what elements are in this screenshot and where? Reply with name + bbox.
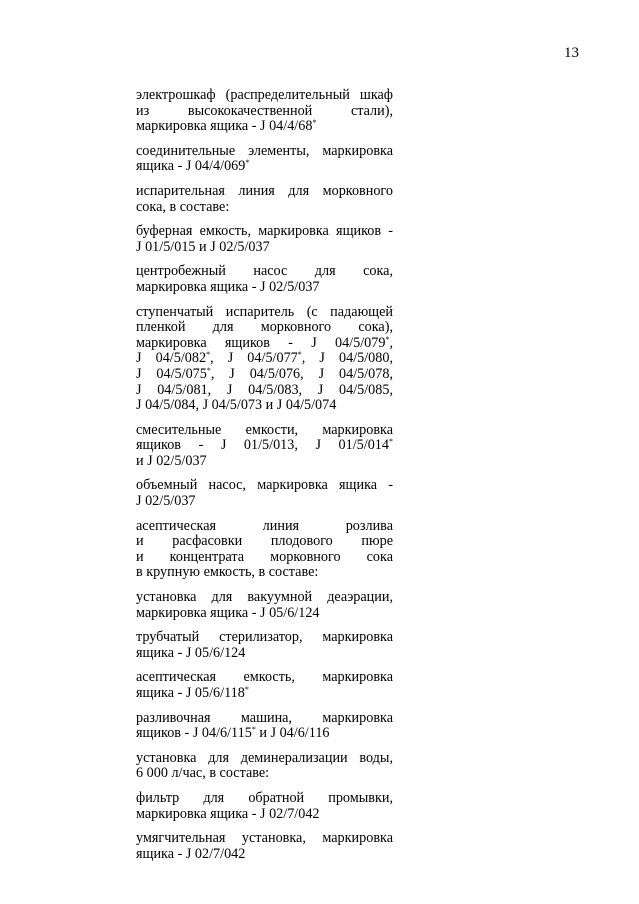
line-text: трубчатый стерилизатор, маркировка [136, 629, 393, 646]
equipment-item [136, 264, 393, 295]
text-line [136, 686, 393, 702]
footnote-marker: * [206, 365, 211, 375]
text-line [136, 606, 393, 622]
line-text: и J 02/5/037 [136, 452, 207, 469]
equipment-item [136, 670, 393, 701]
line-text: J 04/5/081, J 04/5/083, J 04/5/085, [136, 381, 393, 398]
text-line [136, 646, 393, 662]
equipment-item [136, 423, 393, 470]
equipment-item [136, 831, 393, 862]
line-text: пленкой для морковного сока), [136, 319, 393, 336]
text-line [136, 144, 393, 160]
text-line [136, 519, 393, 535]
equipment-item [136, 144, 393, 175]
equipment-item [136, 184, 393, 215]
line-text: фильтр для обратной промывки, [136, 789, 393, 806]
document-body [136, 88, 393, 871]
text-line [136, 367, 393, 383]
line-text: J 04/5/084, J 04/5/073 и J 04/5/074 [136, 397, 337, 414]
equipment-item [136, 711, 393, 742]
text-line [136, 119, 393, 135]
text-line [136, 184, 393, 200]
footnote-marker: * [245, 158, 250, 168]
line-text: ящика - J 02/7/042 [136, 845, 246, 862]
line-text: J 04/5/075 [136, 365, 207, 382]
text-line [136, 630, 393, 646]
line-text: ящика - J 05/6/124 [136, 644, 246, 661]
text-line [136, 159, 393, 175]
line-text: ящика - J 04/4/069 [136, 158, 246, 175]
text-line [136, 305, 393, 321]
text-line [136, 847, 393, 863]
equipment-item [136, 590, 393, 621]
line-text: сока, в составе: [136, 198, 230, 215]
text-line [136, 351, 393, 367]
text-line [136, 336, 393, 352]
line-text: маркировка ящиков - J 04/5/079 [136, 334, 386, 351]
text-line [136, 438, 393, 454]
line-text: умягчительная установка, маркировка [136, 830, 393, 847]
text-line [136, 383, 393, 399]
line-text: установка для деминерализации воды, [136, 749, 393, 766]
footnote-marker: * [385, 334, 390, 344]
text-line [136, 200, 393, 216]
line-text: и концентрата морковного сока [136, 548, 393, 565]
line-text: установка для вакуумной деаэрации, [136, 589, 393, 606]
line-text-tail: , J 04/5/080, [301, 350, 394, 367]
text-line [136, 88, 393, 104]
footnote-marker: * [389, 437, 393, 447]
text-line [136, 454, 393, 470]
equipment-item [136, 478, 393, 509]
line-text: разливочная машина, маркировка [136, 709, 393, 726]
text-line [136, 398, 393, 414]
line-text: ящиков - J 04/6/115 [136, 725, 252, 742]
equipment-item [136, 305, 393, 414]
line-text: объемный насос, маркировка ящика - [136, 477, 393, 494]
text-line [136, 280, 393, 296]
footnote-marker: * [297, 350, 302, 360]
text-line [136, 565, 393, 581]
text-line [136, 670, 393, 686]
equipment-item [136, 630, 393, 661]
equipment-item [136, 519, 393, 581]
text-line [136, 224, 393, 240]
text-line [136, 590, 393, 606]
text-line [136, 711, 393, 727]
line-text: электрошкаф (распределительный шкаф [136, 87, 393, 103]
line-text: асептическая емкость, маркировка [136, 669, 393, 686]
line-text: ящиков - J 01/5/013, J 01/5/014 [136, 437, 389, 454]
text-line [136, 831, 393, 847]
line-text: из высококачественной стали), [136, 102, 393, 119]
line-text: в крупную емкость, в составе: [136, 564, 319, 581]
line-text: асептическая линия розлива [136, 517, 393, 534]
text-line [136, 726, 393, 742]
equipment-item [136, 224, 393, 255]
line-text: маркировка ящика - J 02/7/042 [136, 805, 320, 822]
text-line [136, 751, 393, 767]
equipment-item [136, 791, 393, 822]
line-text: буферная емкость, маркировка ящиков - [136, 223, 393, 240]
line-text: смесительные емкости, маркировка [136, 421, 393, 438]
line-text: маркировка ящика - J 02/5/037 [136, 278, 320, 295]
text-line [136, 104, 393, 120]
text-line [136, 534, 393, 550]
line-text: и расфасовки плодового пюре [136, 533, 393, 550]
footnote-marker: * [206, 350, 211, 360]
text-line [136, 494, 393, 510]
equipment-item [136, 751, 393, 782]
text-line [136, 550, 393, 566]
line-text: центробежный насос для сока, [136, 263, 393, 280]
footnote-marker: * [244, 685, 249, 694]
line-text: соединительные элементы, маркировка [136, 142, 393, 159]
text-line [136, 240, 393, 256]
line-text: J 02/5/037 [136, 493, 196, 510]
line-text: ступенчатый испаритель (с падающей [136, 303, 393, 320]
line-text: 6 000 л/час, в составе: [136, 765, 270, 782]
line-text: J 04/5/082 [136, 350, 207, 367]
line-text: J 01/5/015 и J 02/5/037 [136, 238, 270, 255]
text-line [136, 791, 393, 807]
page-number: 13 [564, 45, 579, 61]
text-line [136, 320, 393, 336]
footnote-marker: * [312, 118, 317, 128]
text-line [136, 478, 393, 494]
text-line [136, 264, 393, 280]
line-text-tail: , J 04/5/076, J 04/5/078, [210, 365, 393, 382]
equipment-item [136, 88, 393, 135]
text-line [136, 423, 393, 439]
text-line [136, 807, 393, 823]
line-text-tail: , [389, 334, 393, 351]
footnote-marker: * [251, 725, 256, 735]
line-text-tail: и J 04/6/116 [255, 725, 330, 742]
line-text: маркировка ящика - J 05/6/124 [136, 604, 320, 621]
line-text: маркировка ящика - J 04/4/68 [136, 118, 313, 135]
line-text: испарительная линия для морковного [136, 182, 393, 199]
line-text: ящика - J 05/6/118 [136, 685, 245, 701]
line-text-tail: , J 04/5/077 [210, 350, 298, 367]
text-line [136, 766, 393, 782]
